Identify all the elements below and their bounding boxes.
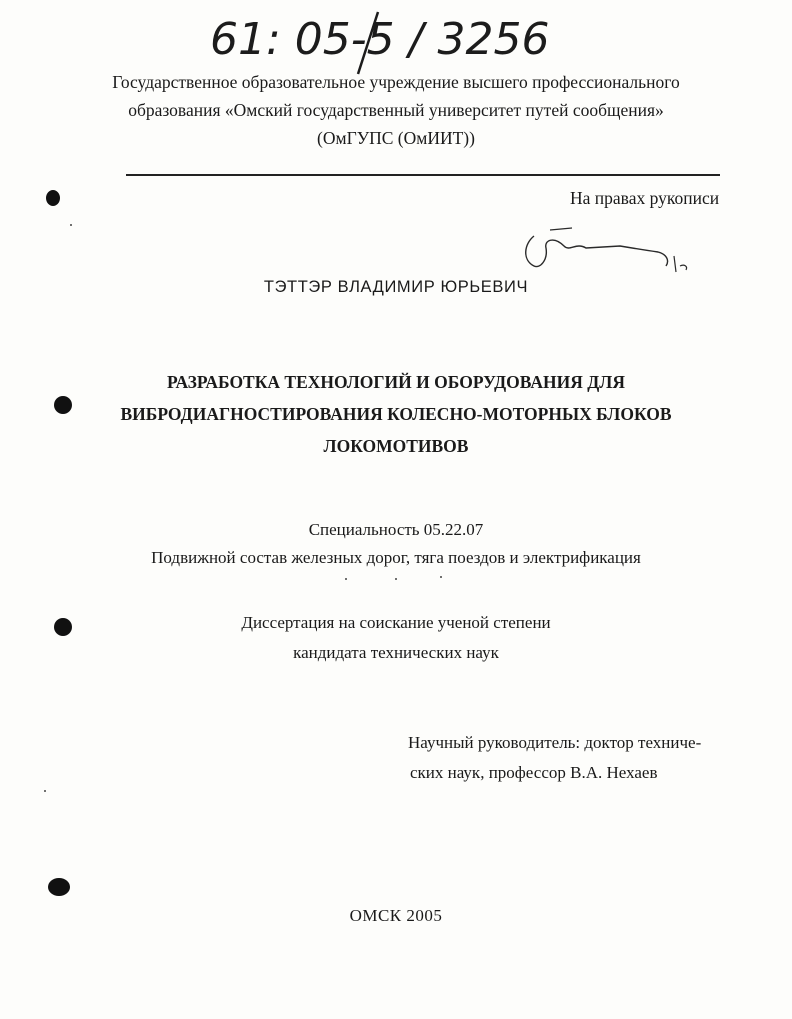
punch-hole-1: [46, 190, 60, 206]
archive-code-text: 61: 05-5 / 3256: [210, 14, 550, 65]
degree-line-1: Диссертация на соискание ученой степени: [241, 613, 551, 632]
header-divider: [126, 174, 720, 176]
dissertation-title: [0, 366, 792, 462]
city-year: ОМСК 2005: [349, 906, 443, 925]
scan-speck: [70, 224, 72, 226]
scan-speck: [395, 578, 397, 580]
institution-line-1: Государственное образовательное учреждение высшего профессионального: [112, 72, 680, 92]
punch-hole-2: [54, 396, 72, 414]
scan-speck: [44, 790, 46, 792]
institution-line-2: образования «Омский государственный университет путей сообщения»: [128, 100, 664, 120]
archive-code-handwritten: [208, 4, 550, 76]
degree-line-2: кандидата технических наук: [293, 643, 499, 662]
author-name: ТЭТТЭР ВЛАДИМИР ЮРЬЕВИЧ: [263, 278, 529, 296]
rights-note: На правах рукописи: [570, 188, 720, 208]
title-line-1: РАЗРАБОТКА ТЕХНОЛОГИЙ И ОБОРУДОВАНИЯ ДЛЯ: [167, 372, 625, 392]
punch-hole-3: [54, 618, 72, 636]
scan-speck: [440, 576, 442, 578]
supervisor-block: [408, 728, 701, 788]
degree-statement: [0, 608, 792, 668]
specialty-code: Специальность 05.22.07: [308, 520, 484, 539]
institution-abbr: (ОмГУПС (ОмИИТ)): [317, 128, 475, 148]
title-line-2: ВИБРОДИАГНОСТИРОВАНИЯ КОЛЕСНО-МОТОРНЫХ БЛОКОВ: [120, 404, 672, 424]
punch-hole-4: [48, 878, 70, 896]
specialty-name: Подвижной состав железных дорог, тяга поездов и электрификация: [151, 548, 641, 567]
title-line-3: ЛОКОМОТИВОВ: [323, 436, 469, 456]
supervisor-line-1: Научный руководитель: доктор техниче-: [408, 733, 702, 752]
scan-speck: [345, 578, 347, 580]
supervisor-line-2: ских наук, профессор В.А. Нехаев: [410, 763, 658, 782]
signature-icon: [520, 226, 690, 274]
